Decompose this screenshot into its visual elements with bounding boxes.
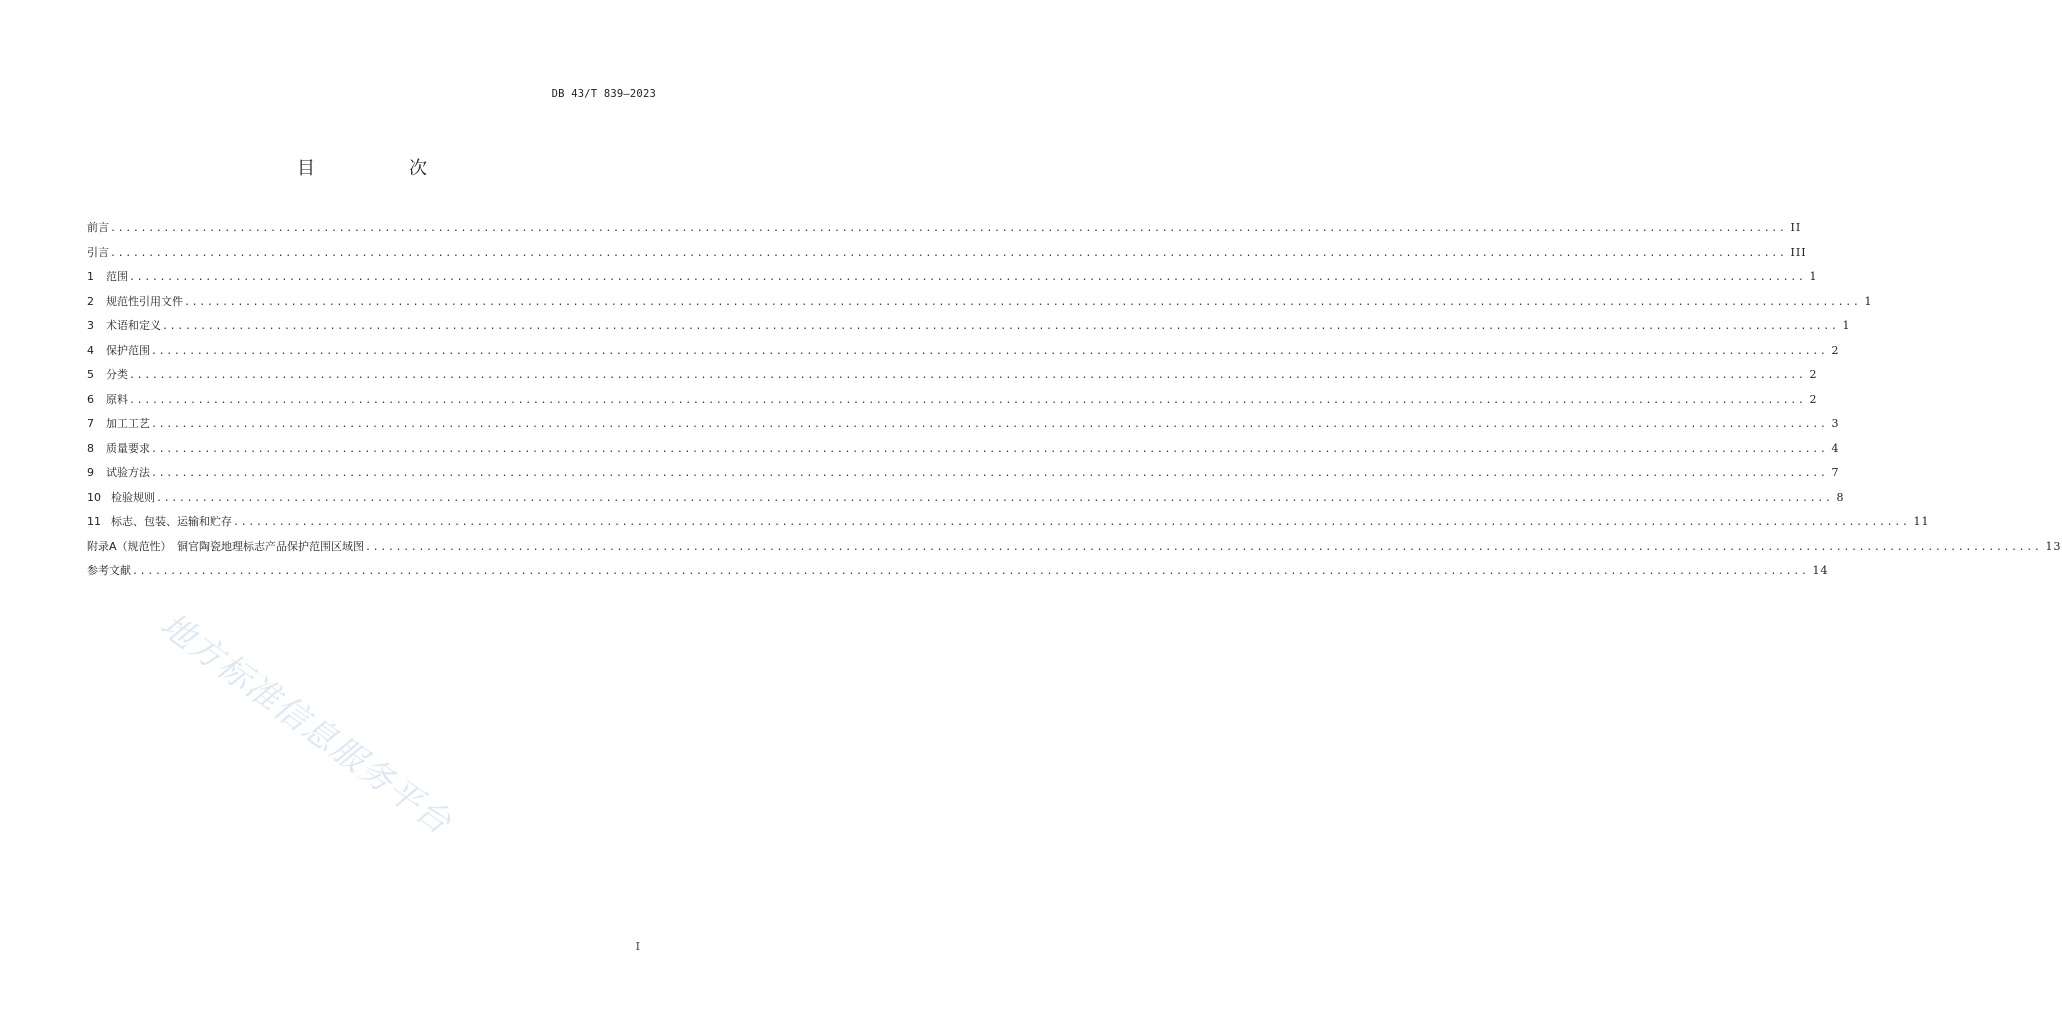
toc-dot-leader: ............................................................................................................................................................................................................................ [110,247,1787,259]
toc-entry-page: 8 [1836,490,1845,504]
toc-entry-page: 14 [1812,564,1829,577]
toc-entry-title: 范围 [106,270,128,283]
toc-title: 目 次 [297,158,465,179]
toc-dot-leader: ............................................................................................................................................................................................................................ [233,517,1910,528]
toc-entry[interactable] [87,415,1840,440]
toc-entry[interactable] [87,244,1807,269]
toc-dot-leader: ............................................................................................................................................................................................................................ [156,492,1833,504]
toc-dot-leader: ............................................................................................................................................................................................................................ [110,223,1787,234]
page-number: I [635,940,640,953]
toc-entry-number: 7 [87,417,94,430]
toc-entry-title: 检验规则 [111,490,155,504]
toc-entry-page: 4 [1831,441,1840,455]
toc-entry-number: 8 [87,441,94,455]
toc-dot-leader: ............................................................................................................................................................................................................................ [151,468,1828,479]
toc-entry-title: 质量要求 [106,441,150,455]
toc-entry-page: 7 [1831,466,1840,479]
toc-entry-number: 3 [87,319,94,332]
toc-entry-title: 标志、包装、运输和贮存 [111,515,232,528]
toc-entry-title: 引言 [87,245,109,259]
toc-entry-page: 3 [1831,417,1840,430]
toc-dot-leader: ............................................................................................................................................................................................................................ [129,272,1806,283]
toc-entry-page: 2 [1831,343,1840,357]
toc-entry-number: 10 [87,490,101,504]
toc-entry[interactable] [87,293,1873,318]
toc-entry-title: 附录A（规范性） 铜官陶瓷地理标志产品保护范围区域图 [87,539,365,553]
toc-entry-page: 1 [1809,270,1818,283]
toc-entry[interactable] [87,538,2062,563]
toc-dot-leader: ............................................................................................................................................................................................................................ [151,345,1828,357]
toc-entry-page: III [1790,245,1807,259]
toc-dot-leader: ............................................................................................................................................................................................................................ [162,321,1839,332]
toc-entry[interactable] [87,464,1840,489]
toc-entry-page: 2 [1809,392,1818,406]
toc-dot-leader: ............................................................................................................................................................................................................................ [151,419,1828,430]
toc-entry-title: 原料 [106,392,128,406]
toc-entry[interactable] [87,342,1840,367]
toc-entry[interactable] [87,219,1802,244]
toc-entry-number: 5 [87,368,94,381]
watermark: 地方标准信息服务平台 [153,604,460,843]
toc-entry-page: 1 [1864,294,1873,308]
toc-entry-title: 术语和定义 [106,319,161,332]
toc-dot-leader: ............................................................................................................................................................................................................................ [129,394,1806,406]
toc-entry-title: 前言 [87,221,109,234]
toc-entry[interactable] [87,513,1930,538]
toc-entry[interactable] [87,489,1845,514]
toc-dot-leader: ............................................................................................................................................................................................................................ [151,443,1828,455]
toc-entry[interactable] [87,366,1818,391]
toc-dot-leader: ............................................................................................................................................................................................................................ [365,541,2042,553]
toc-entry-page: II [1790,221,1802,234]
toc-entry-number: 11 [87,515,101,528]
toc-entry-title: 规范性引用文件 [106,294,183,308]
toc-entry-title: 加工工艺 [106,417,150,430]
toc-entry-number: 1 [87,270,94,283]
toc-entry-title: 参考文献 [87,564,131,577]
document-code: DB 43/T 839—2023 [551,88,656,100]
toc-entry-page: 13 [2045,539,2062,553]
toc-entry-number: 9 [87,466,94,479]
toc-entry-number: 4 [87,343,94,357]
toc-entry-page: 1 [1842,319,1851,332]
toc-entry-page: 2 [1809,368,1818,381]
table-of-contents [87,219,2062,587]
toc-entry-number: 6 [87,392,94,406]
toc-dot-leader: ............................................................................................................................................................................................................................ [129,370,1806,381]
toc-entry[interactable] [87,317,1851,342]
toc-dot-leader: ............................................................................................................................................................................................................................ [184,296,1861,308]
toc-entry-title: 分类 [106,368,128,381]
toc-entry[interactable] [87,440,1840,465]
toc-entry-title: 试验方法 [106,466,150,479]
toc-entry-page: 11 [1913,515,1930,528]
toc-entry[interactable] [87,391,1818,416]
toc-entry[interactable] [87,562,1829,587]
toc-dot-leader: ............................................................................................................................................................................................................................ [132,566,1809,577]
toc-entry-title: 保护范围 [106,343,150,357]
toc-entry[interactable] [87,268,1818,293]
toc-entry-number: 2 [87,294,94,308]
